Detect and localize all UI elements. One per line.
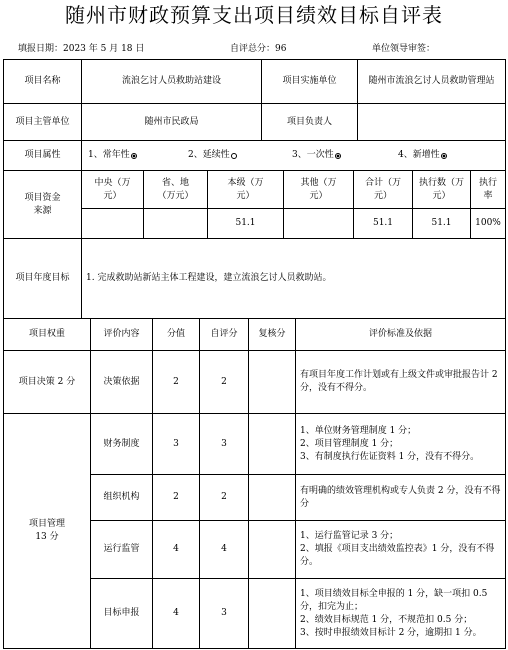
criteria-line: 2、绩效目标规范 1 分，不规范扣 0.5 分；	[300, 614, 473, 625]
attr-option	[88, 141, 188, 170]
attr-option-label: 2、延续性	[188, 150, 230, 160]
eval-self-score: 3	[221, 608, 227, 618]
funding-header: 本级（万元）	[227, 177, 264, 201]
funding-value: 51.1	[372, 218, 394, 228]
impl-unit-label: 项目实施单位	[282, 76, 337, 86]
criteria-line: 有项目年度工作计划或有上级文件或审批报告计 2 分，没有不得分。	[300, 370, 498, 393]
radio-icon	[231, 153, 237, 159]
eval-criteria	[296, 351, 505, 413]
funding-value: 51.1	[431, 218, 452, 228]
eval-review-score	[249, 351, 295, 413]
radio-icon	[335, 153, 341, 159]
criteria-line: 1、运行监管记录 3 分；	[300, 531, 399, 541]
section-name: 项目决策 2 分	[18, 376, 76, 387]
goal-text: 1. 完成救助站新站主体工程建设，建立流浪乞讨人员救助站。	[86, 273, 332, 283]
eval-self-score: 2	[221, 492, 227, 502]
eval-self-score: 2	[221, 376, 227, 387]
eval-content: 组织机构	[103, 492, 140, 502]
criteria-line: 3、有制度执行佐证资料 1 分，没有不得分。	[300, 451, 480, 462]
self-score-total: 自评总分：96	[230, 44, 287, 54]
attr-option	[292, 141, 392, 170]
eval-review-score	[249, 475, 295, 520]
eval-score: 4	[173, 544, 179, 554]
page-title: 随州市财政预算支出项目绩效目标自评表	[65, 3, 443, 27]
eval-review-score	[249, 414, 295, 474]
attr-option-label: 1、常年性	[88, 150, 130, 160]
radio-icon	[441, 153, 447, 159]
eval-criteria	[296, 475, 505, 520]
eval-criteria	[296, 521, 505, 578]
dept-label: 项目主管单位	[15, 116, 70, 127]
eval-header: 复核分	[258, 329, 286, 339]
eval-content: 决策依据	[103, 376, 140, 387]
section-name: 项目管理 13 分	[28, 519, 65, 542]
funding-value: 51.1	[235, 218, 256, 228]
eval-score: 3	[173, 438, 179, 449]
eval-content: 运行监管	[103, 544, 140, 554]
leader-sign: 单位领导审签：	[372, 44, 436, 54]
dept-value: 随州市民政局	[144, 116, 199, 127]
eval-header: 评价标准及依据	[368, 329, 432, 339]
eval-header: 分值	[166, 329, 185, 339]
funding-value: 100%	[475, 218, 501, 228]
owner-label: 项目负责人	[286, 116, 332, 127]
criteria-line: 1、项目绩效目标全申报的 1 分，缺一项扣 0.5 分，扣完为止；	[300, 588, 488, 612]
criteria-line: 2、填报《项目支出绩效监控表》1 分，没有不得分。	[300, 544, 495, 567]
goal-label: 项目年度目标	[15, 273, 70, 283]
eval-score: 4	[173, 608, 179, 618]
eval-self-score: 3	[221, 438, 227, 449]
funding-label: 项目资金来源	[24, 192, 61, 216]
eval-score: 2	[173, 492, 179, 502]
eval-header: 自评分	[210, 329, 238, 339]
eval-criteria	[296, 414, 505, 474]
funding-value	[144, 209, 207, 238]
funding-header: 省、地（万元）	[157, 177, 194, 201]
attr-option	[188, 141, 288, 170]
funding-header: 执行率	[478, 177, 497, 201]
eval-review-score	[249, 521, 295, 578]
criteria-line: 2、项目管理制度 1 分；	[300, 438, 399, 449]
attr-option	[398, 141, 498, 170]
criteria-line: 1、单位财务管理制度 1 分；	[300, 425, 417, 436]
owner-value	[358, 104, 505, 140]
eval-content: 财务制度	[103, 438, 140, 449]
funding-header: 执行数（万元）	[418, 177, 464, 201]
eval-criteria	[296, 579, 505, 648]
criteria-line: 有明确的绩效管理机构或专人负责 2 分，没有不得分	[300, 485, 501, 509]
project-name-value: 流浪乞讨人员救助站建设	[121, 76, 221, 86]
eval-self-score: 4	[221, 544, 227, 554]
attr-label: 项目属性	[24, 150, 61, 160]
funding-header: 其他（万元）	[300, 177, 337, 201]
attr-option-label: 4、新增性	[398, 150, 440, 160]
funding-value	[82, 209, 143, 238]
eval-review-score	[249, 579, 295, 648]
eval-content: 目标申报	[103, 608, 140, 618]
funding-header: 中央（万元）	[94, 177, 131, 201]
impl-unit-value: 随州市流浪乞讨人员救助管理站	[368, 76, 495, 86]
eval-score: 2	[173, 376, 179, 387]
eval-header: 项目权重	[28, 329, 65, 339]
funding-header: 合计（万元）	[364, 177, 401, 201]
project-name-label: 项目名称	[24, 76, 61, 86]
attr-option-label: 3、一次性	[292, 150, 334, 160]
eval-header: 评价内容	[103, 329, 140, 339]
funding-value	[284, 209, 353, 238]
fill-date: 填报日期：2023 年 5 月 18 日	[18, 44, 145, 54]
criteria-line: 3、按时申报绩效目标计 2 分，逾期扣 1 分。	[300, 627, 482, 638]
radio-icon	[131, 153, 137, 159]
